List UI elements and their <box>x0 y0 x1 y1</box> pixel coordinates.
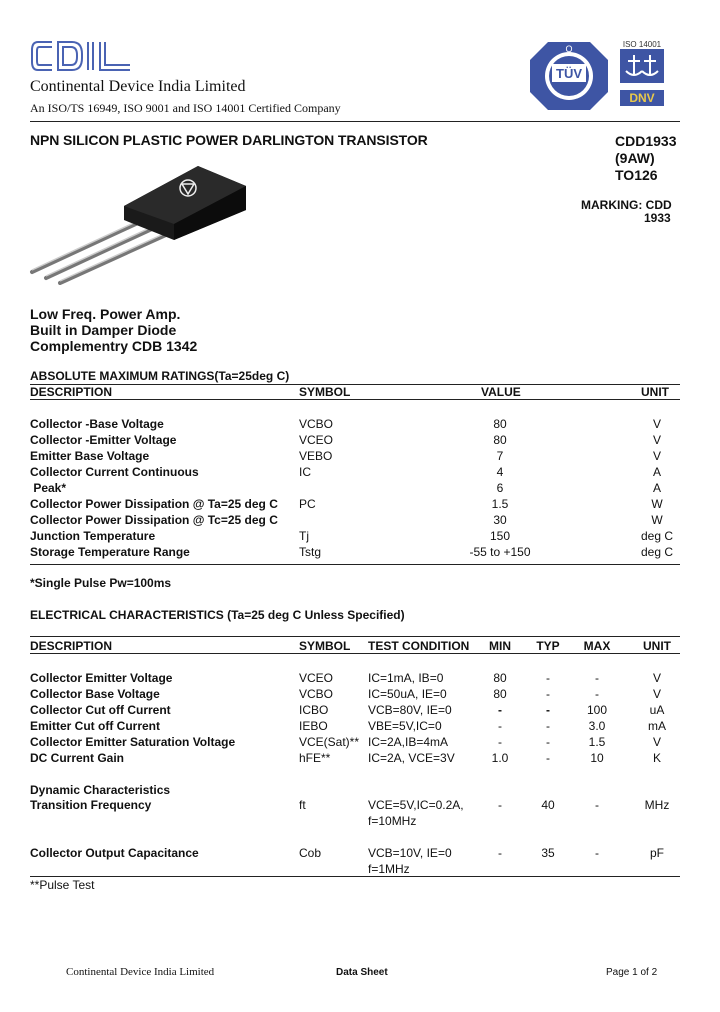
cdil-logo <box>30 38 135 76</box>
abs-row-value: -55 to +150 <box>469 545 531 559</box>
elec-row-typ: - <box>546 687 550 701</box>
elec-row-desc: Emitter Cut off Current <box>30 719 160 733</box>
elec-row-typ: - <box>546 719 550 733</box>
abs-max-bottom-rule <box>30 564 680 565</box>
abs-row-symbol: VCBO <box>299 417 334 431</box>
elec-row-max: - <box>595 671 599 685</box>
abs-row-unit: deg C <box>640 545 674 559</box>
elec-col-max: MAX <box>583 639 611 653</box>
elec-row-min: 80 <box>493 687 507 701</box>
elec-row-condition-line2: f=10MHz <box>368 814 417 828</box>
elec-row-condition: VBE=5V,IC=0 <box>368 719 442 733</box>
elec-row-typ: - <box>546 703 550 717</box>
abs-row-desc: Collector -Base Voltage <box>30 417 164 431</box>
company-name: Continental Device India Limited <box>30 78 246 95</box>
abs-row-symbol: Tj <box>299 529 309 543</box>
logo-text: CDIL <box>30 38 33 39</box>
elec-row-condition: IC=1mA, IB=0 <box>368 671 444 685</box>
abs-row-value: 6 <box>496 481 504 495</box>
abs-row-desc: Junction Temperature <box>30 529 156 543</box>
abs-row-value: 7 <box>496 449 504 463</box>
abs-row-symbol: PC <box>299 497 316 511</box>
abs-col-description: DESCRIPTION <box>30 385 113 399</box>
elec-row-max: 1.5 <box>588 735 606 749</box>
abs-row-desc: Storage Temperature Range <box>30 545 190 559</box>
dnv-badge <box>620 40 664 108</box>
product-title: NPN SILICON PLASTIC POWER DARLINGTON TRANSISTOR <box>30 132 428 148</box>
abs-max-top-rule <box>30 384 680 385</box>
elec-row-min: - <box>498 719 502 733</box>
elec-row-unit: uA <box>649 703 665 717</box>
tuv-badge <box>528 40 610 112</box>
elec-row-unit: V <box>652 687 661 701</box>
package-type: TO126 <box>615 167 658 183</box>
elec-row-typ: - <box>546 735 550 749</box>
abs-max-title: ABSOLUTE MAXIMUM RATINGS(Ta=25deg C) <box>30 369 290 383</box>
elec-row-max: 100 <box>586 703 608 717</box>
feature-1: Low Freq. Power Amp. <box>30 306 181 322</box>
elec-row-unit: K <box>652 751 661 765</box>
abs-col-unit: UNIT <box>641 385 669 399</box>
dynamic-title: Dynamic Characteristics <box>30 783 171 797</box>
elec-col-symbol: SYMBOL <box>299 639 351 653</box>
feature-2: Built in Damper Diode <box>30 322 177 338</box>
feature-3: Complementry CDB 1342 <box>30 338 198 354</box>
elec-row-symbol: VCE(Sat)** <box>299 735 360 749</box>
elec-row-min: - <box>498 798 502 812</box>
elec-col-typ: TYP <box>536 639 560 653</box>
elec-row-symbol: Cob <box>299 846 322 860</box>
anchor-icon <box>620 49 664 83</box>
abs-col-value: VALUE <box>481 385 521 399</box>
abs-row-unit: V <box>652 449 661 463</box>
elec-row-min: 1.0 <box>491 751 509 765</box>
footer-page: Page 1 of 2 <box>606 967 658 978</box>
elec-bottom-rule <box>30 876 680 877</box>
dnv-text: DNV <box>620 90 664 106</box>
elec-row-desc: Collector Emitter Saturation Voltage <box>30 735 236 749</box>
certification-line: An ISO/TS 16949, ISO 9001 and ISO 14001 Certified Company <box>30 101 341 115</box>
elec-row-min: 80 <box>493 671 507 685</box>
abs-row-symbol: VCEO <box>299 433 334 447</box>
elec-row-symbol: ft <box>299 798 306 812</box>
elec-row-max: - <box>595 687 599 701</box>
elec-row-min: - <box>498 846 502 860</box>
svg-text:Q: Q <box>565 44 573 54</box>
elec-row-typ: - <box>546 751 550 765</box>
abs-row-value: 80 <box>493 433 507 447</box>
abs-row-unit: A <box>652 481 661 495</box>
abs-row-unit: V <box>652 417 661 431</box>
elec-row-condition: VCB=80V, IE=0 <box>368 703 452 717</box>
elec-row-symbol: IEBO <box>299 719 328 733</box>
elec-row-symbol: ICBO <box>299 703 329 717</box>
abs-row-unit: W <box>651 513 663 527</box>
abs-row-value: 4 <box>496 465 504 479</box>
abs-row-value: 150 <box>489 529 511 543</box>
elec-row-unit: pF <box>649 846 664 860</box>
elec-row-typ: 40 <box>541 798 555 812</box>
transistor-package-image <box>28 160 253 285</box>
elec-title: ELECTRICAL CHARACTERISTICS (Ta=25 deg C Unless Specified) <box>30 608 405 622</box>
abs-row-desc: Peak* <box>30 481 67 495</box>
elec-col-unit: UNIT <box>643 639 671 653</box>
elec-row-condition: VCE=5V,IC=0.2A, <box>368 798 464 812</box>
abs-row-desc: Collector Power Dissipation @ Tc=25 deg C <box>30 513 278 527</box>
abs-row-symbol: Tstg <box>299 545 322 559</box>
elec-top-rule <box>30 636 680 637</box>
elec-row-unit: V <box>652 735 661 749</box>
elec-col-test-condition: TEST CONDITION <box>368 639 470 653</box>
abs-row-unit: deg C <box>640 529 674 543</box>
abs-row-desc: Emitter Base Voltage <box>30 449 150 463</box>
marking-code: 1933 <box>644 211 671 225</box>
elec-note: **Pulse Test <box>30 878 95 892</box>
elec-row-condition: IC=50uA, IE=0 <box>368 687 447 701</box>
abs-max-header-rule <box>30 399 680 400</box>
elec-row-condition-line2: f=1MHz <box>368 862 410 876</box>
footer-doc-type: Data Sheet <box>336 967 388 978</box>
abs-row-unit: A <box>652 465 661 479</box>
part-number: CDD1933 <box>615 133 677 149</box>
elec-row-max: - <box>595 846 599 860</box>
abs-row-symbol: VEBO <box>299 449 333 463</box>
elec-row-unit: MHz <box>644 798 670 812</box>
elec-row-desc: Transition Frequency <box>30 798 152 812</box>
elec-row-symbol: VCEO <box>299 671 334 685</box>
abs-row-unit: W <box>651 497 663 511</box>
elec-row-symbol: VCBO <box>299 687 334 701</box>
elec-col-min: MIN <box>489 639 511 653</box>
part-variant: (9AW) <box>615 150 655 166</box>
abs-row-desc: Collector Current Continuous <box>30 465 199 479</box>
abs-row-value: 1.5 <box>491 497 509 511</box>
elec-row-condition: IC=2A, VCE=3V <box>368 751 455 765</box>
elec-row-condition: IC=2A,IB=4mA <box>368 735 449 749</box>
header-divider <box>30 121 680 122</box>
abs-row-desc: Collector Power Dissipation @ Ta=25 deg C <box>30 497 278 511</box>
abs-row-symbol: IC <box>299 465 311 479</box>
tuv-text: TÜV <box>556 66 582 81</box>
elec-row-unit: V <box>652 671 661 685</box>
elec-row-symbol: hFE** <box>299 751 331 765</box>
abs-row-desc: Collector -Emitter Voltage <box>30 433 177 447</box>
elec-col-description: DESCRIPTION <box>30 639 113 653</box>
footer-company: Continental Device India Limited <box>66 966 215 978</box>
elec-row-desc: Collector Base Voltage <box>30 687 160 701</box>
elec-row-desc: DC Current Gain <box>30 751 125 765</box>
abs-row-unit: V <box>652 433 661 447</box>
elec-row-max: 3.0 <box>588 719 606 733</box>
elec-row-min: - <box>498 735 502 749</box>
abs-col-symbol: SYMBOL <box>299 385 351 399</box>
elec-row-max: - <box>595 798 599 812</box>
abs-max-note: *Single Pulse Pw=100ms <box>30 576 172 590</box>
elec-header-rule <box>30 653 680 654</box>
elec-row-desc: Collector Cut off Current <box>30 703 171 717</box>
elec-row-condition: VCB=10V, IE=0 <box>368 846 452 860</box>
elec-row-min: - <box>498 703 502 717</box>
abs-row-value: 30 <box>493 513 507 527</box>
elec-row-desc: Collector Output Capacitance <box>30 846 199 860</box>
elec-row-typ: 35 <box>541 846 555 860</box>
iso-label: ISO 14001 <box>622 40 662 49</box>
marking-label: MARKING: CDD <box>581 198 672 212</box>
elec-row-unit: mA <box>648 719 666 733</box>
elec-row-max: 10 <box>590 751 604 765</box>
elec-row-desc: Collector Emitter Voltage <box>30 671 173 685</box>
abs-row-value: 80 <box>493 417 507 431</box>
elec-row-typ: - <box>546 671 550 685</box>
